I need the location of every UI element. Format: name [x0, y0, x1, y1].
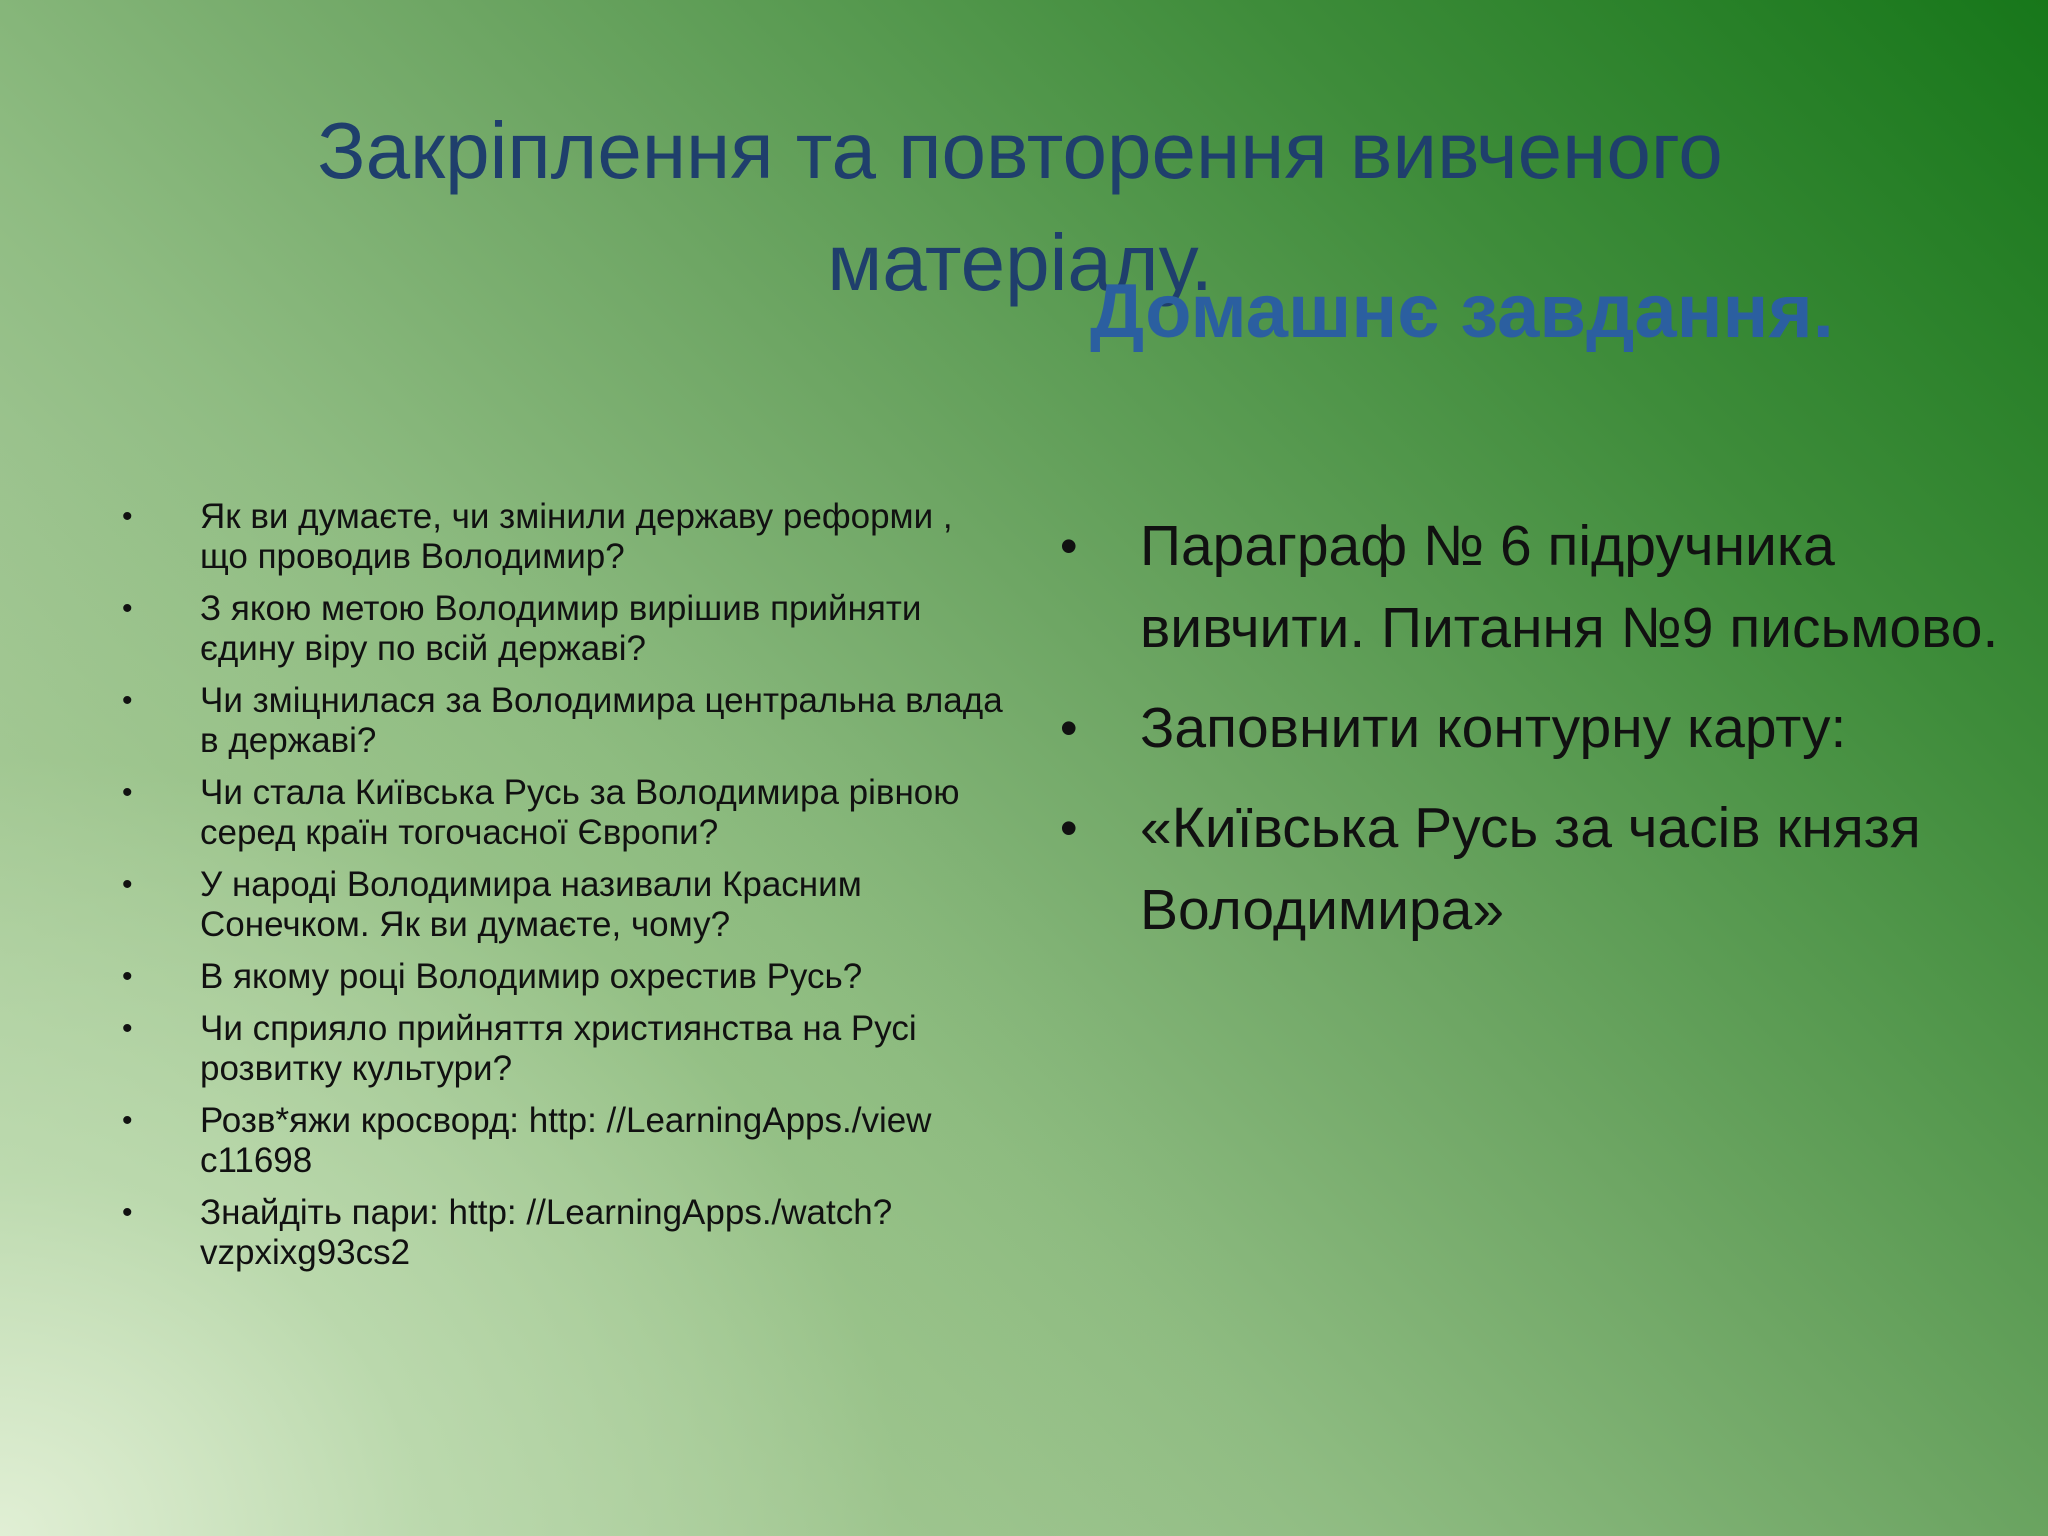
question-text: Чи сприяло прийняття християнства на Русі розвитку культури?: [200, 1009, 917, 1088]
list-item: [120, 865, 1010, 945]
bullet-icon: •: [1060, 800, 1078, 856]
bullet-icon: •: [122, 592, 133, 625]
list-item: [1060, 787, 2000, 951]
question-text: Розв*яжи кросворд: http: //LearningApps./view c11698: [200, 1101, 932, 1180]
slide-title: Закріплення та повторення вивченого матеріалу.: [317, 106, 1723, 307]
review-questions-list: [120, 497, 1010, 1285]
homework-text: Заповнити контурну карту:: [1140, 696, 1847, 760]
bullet-icon: •: [122, 868, 133, 901]
homework-list: [1060, 505, 2000, 969]
question-text: Чи стала Київська Русь за Володимира рівною серед країн тогочасної Європи?: [200, 773, 960, 852]
bullet-icon: •: [1060, 700, 1078, 756]
list-item: [120, 957, 1010, 997]
question-text: Чи зміцнилася за Володимира центральна влада в державі?: [200, 681, 1003, 760]
bullet-icon: •: [122, 1012, 133, 1045]
bullet-icon: •: [1060, 518, 1078, 574]
question-text: Знайдіть пари: http: //LearningApps./watch?vzpxixg93cs2: [200, 1193, 893, 1272]
bullet-icon: •: [122, 1196, 133, 1229]
list-item: [120, 497, 1010, 577]
list-item: [1060, 687, 2000, 769]
question-text: У народі Володимира називали Красним Сонечком. Як ви думаєте, чому?: [200, 865, 862, 944]
bullet-icon: •: [122, 960, 133, 993]
bullet-icon: •: [122, 500, 133, 533]
list-item: [120, 1193, 1010, 1273]
homework-text: «Київська Русь за часів князя Володимира»: [1140, 796, 1921, 942]
question-text: В якому році Володимир охрестив Русь?: [200, 957, 863, 996]
list-item: [120, 773, 1010, 853]
question-text: З якою метою Володимир вирішив прийняти єдину віру по всій державі?: [200, 589, 922, 668]
list-item: [120, 1009, 1010, 1089]
list-item: [1060, 505, 2000, 669]
list-item: [120, 681, 1010, 761]
question-text: Як ви думаєте, чи змінили державу реформи , що проводив Володимир?: [200, 497, 953, 576]
list-item: [120, 589, 1010, 669]
list-item: [120, 1101, 1010, 1181]
homework-heading: Домашнє завдання.: [1090, 269, 1834, 354]
bullet-icon: •: [122, 776, 133, 809]
bullet-icon: •: [122, 1104, 133, 1137]
homework-text: Параграф № 6 підручника вивчити. Питання №9 письмово.: [1140, 514, 1999, 660]
bullet-icon: •: [122, 684, 133, 717]
